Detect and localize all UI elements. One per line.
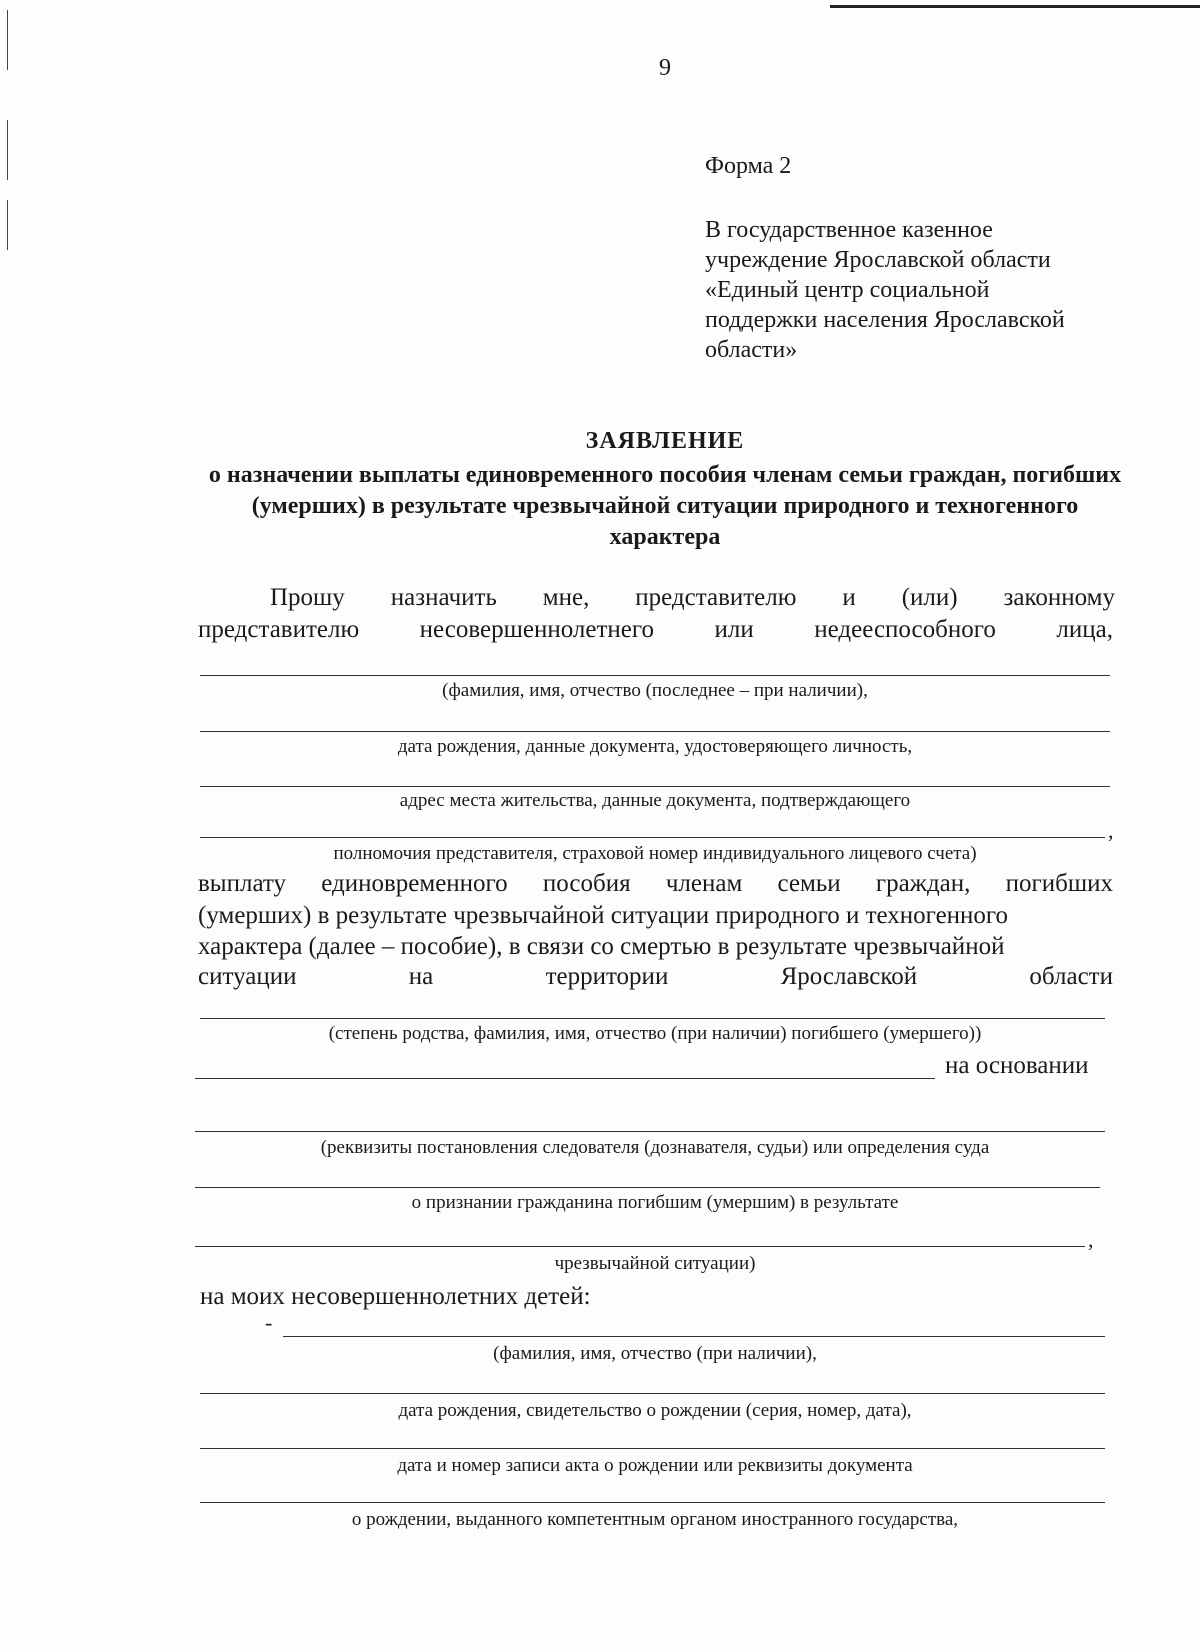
caption-applicant-birth: дата рождения, данные документа, удостоверяющего личность, — [397, 736, 913, 757]
form-label: Форма 2 — [705, 153, 792, 179]
applicant-birth-field[interactable] — [200, 731, 1110, 732]
scan-edge-mark — [830, 5, 1200, 8]
child-name-field[interactable] — [283, 1336, 1105, 1337]
document-title: ЗАЯВЛЕНИЕ — [585, 428, 745, 454]
child-foreign-field[interactable] — [200, 1502, 1105, 1503]
decree-field-1[interactable] — [195, 1131, 1105, 1132]
decree-field-3[interactable] — [195, 1246, 1085, 1247]
addressee-block: В государственное казенное учреждение Ярославской области «Единый центр социальной поддержки населения Ярославской области» — [705, 217, 1065, 363]
applicant-authority-field[interactable] — [200, 837, 1105, 838]
children-heading: на моих несовершеннолетних детей: — [200, 1283, 591, 1310]
caption-applicant-address: адрес места жительства, данные документа, подтверждающего — [399, 790, 911, 811]
intro-line-2: представителю несовершеннолетнего или недееспособного лица, — [198, 616, 1113, 643]
caption-child-record: дата и номер записи акта о рождении или реквизиты документа — [397, 1455, 913, 1476]
applicant-address-field[interactable] — [200, 786, 1110, 787]
caption-decree-3: чрезвычайной ситуации) — [554, 1253, 756, 1274]
intro-line-1: Прошу назначить мне, представителю и (или) законному — [270, 584, 1115, 611]
caption-decree-1: (реквизиты постановления следователя (дознавателя, судьи) или определения суда — [320, 1137, 990, 1158]
paragraph-line-1: выплату единовременного пособия членам семьи граждан, погибших — [198, 870, 1113, 897]
caption-child-foreign: о рождении, выданного компетентным органом иностранного государства, — [351, 1509, 959, 1530]
child-birth-field[interactable] — [200, 1393, 1105, 1394]
deceased-field-2[interactable] — [195, 1078, 935, 1079]
applicant-name-field[interactable] — [200, 675, 1110, 676]
scan-edge-mark — [7, 200, 8, 250]
on-basis-text: на основании — [945, 1052, 1089, 1079]
document-subtitle: о назначении выплаты единовременного пособия членам семьи граждан, погибших (умерших) в результате чрезвычайной ситуации природного и техногенного характера — [208, 462, 1122, 550]
caption-child-name: (фамилия, имя, отчество (при наличии), — [493, 1343, 817, 1364]
page-number: 9 — [659, 55, 671, 81]
caption-child-birth: дата рождения, свидетельство о рождении (серия, номер, дата), — [398, 1400, 912, 1421]
paragraph-line-2: (умерших) в результате чрезвычайной ситуации природного и техногенного — [198, 902, 1009, 929]
scan-edge-mark — [7, 120, 8, 180]
deceased-field[interactable] — [200, 1018, 1105, 1019]
caption-deceased: (степень родства, фамилия, имя, отчество (при наличии) погибшего (умершего)) — [328, 1023, 982, 1044]
child-record-field[interactable] — [200, 1448, 1105, 1449]
caption-applicant-authority: полномочия представителя, страховой номер индивидуального лицевого счета) — [333, 843, 977, 864]
comma: , — [1088, 1227, 1094, 1252]
caption-decree-2: о признании гражданина погибшим (умершим) в результате — [411, 1192, 899, 1213]
paragraph-line-4: ситуации на территории Ярославской области — [198, 963, 1113, 990]
list-dash: - — [265, 1310, 273, 1335]
decree-field-2[interactable] — [195, 1187, 1100, 1188]
caption-applicant-name: (фамилия, имя, отчество (последнее – при наличии), — [442, 680, 868, 701]
paragraph-line-3: характера (далее – пособие), в связи со смертью в результате чрезвычайной — [198, 933, 1005, 960]
comma: , — [1108, 818, 1114, 843]
